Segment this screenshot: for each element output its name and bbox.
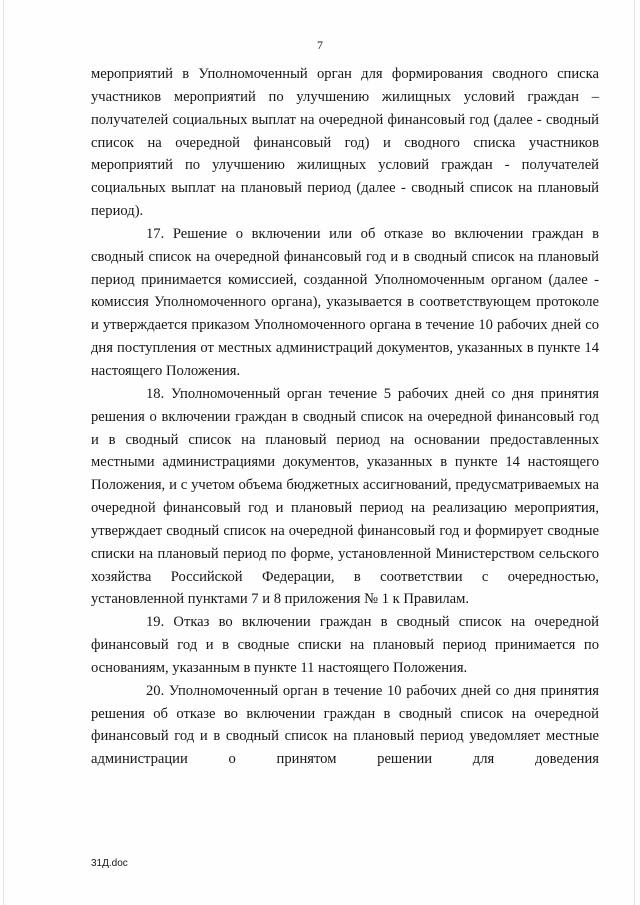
document-body (91, 63, 599, 771)
page-number: 7 (317, 38, 323, 52)
scan-edge-left (3, 0, 4, 905)
paragraph-18: 18. Уполномоченный орган течение 5 рабочих дней со дня принятия решения о включении граждан в сводный список на очередной финансовый год и в сводный список на плановый период на основании предоставленных местными администрациями документов, указанных в пункте 14 настоящего Положения, и с учетом объема бюджетных ассигнований, предусматриваемых на очередной финансовый год и плановый период на реализацию мероприятия, утверждает сводный список на очередной финансовый год и формирует сводные списки на плановый период по форме, установленной Министерством сельского хозяйства Российской Федерации, в соответствии с очередностью, установленной пунктами 7 и 8 приложения № 1 к Правилам. (91, 385, 599, 608)
paragraph-20: 20. Уполномоченный орган в течение 10 рабочих дней со дня принятия решения об отказе во включении граждан в сводный список на очередной финансовый год и в сводный список на плановый период уведомляет местные администрации о принятом решении для доведения (91, 682, 599, 768)
scan-edge-right (634, 0, 635, 905)
paragraph-19: 19. Отказ во включении граждан в сводный список на очередной финансовый год и в сводные списки на плановый период принимается по основаниям, указанным в пункте 11 настоящего Положения. (91, 614, 599, 676)
paragraph-continuation: мероприятий в Уполномоченный орган для формирования сводного списка участников мероприятий по улучшению жилищных условий граждан – получателей социальных выплат на очередной финансовый год (далее - сводный список на очередной финансовый год) и сводного списка участников мероприятий по улучшению жилищных условий граждан - получателей социальных выплат на плановый период (далее - сводный список на плановый период). (91, 66, 599, 220)
paragraph-17: 17. Решение о включении или об отказе во включении граждан в сводный список на очередной финансовый год и в сводный список на плановый период принимается комиссией, созданной Уполномоченным органом (далее - комиссия Уполномоченного органа), указывается в соответствующем протоколе и утверждается приказом Уполномоченного органа в течение 10 рабочих дней со дня поступления от местных администраций документов, указанных в пункте 14 настоящего Положения. (91, 225, 599, 379)
footer-filename: 31Д.doc (91, 858, 128, 869)
